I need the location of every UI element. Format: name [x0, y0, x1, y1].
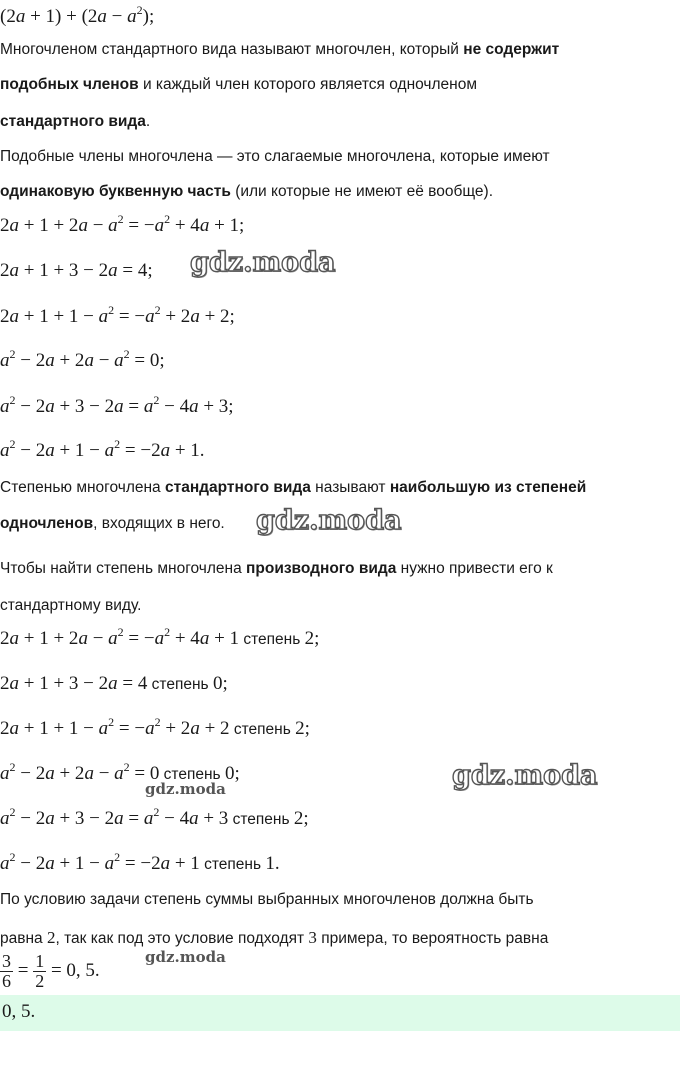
text: Подобные члены многочлена — это слагаемые многочлена, которые имеют [0, 148, 550, 165]
bold-term: одночленов [0, 515, 94, 532]
watermark-logo: gdz.moda [190, 247, 336, 278]
sum-1: $2a + 1 + 2a - a^2 = -a^2 + 4a + 1$; [0, 212, 245, 236]
fraction-1-2 [33, 952, 46, 991]
bold-term: не содержит [463, 41, 560, 58]
conclusion-line2 [0, 926, 548, 950]
degree-label: степень [239, 631, 305, 648]
watermark-logo: gdz.moda [256, 505, 402, 536]
text: , входящих в него. [93, 515, 225, 532]
watermark-logo: gdz.moda [145, 780, 226, 798]
degree-value: 1. [265, 853, 280, 874]
bold-term: производного вида [246, 560, 397, 577]
text: стандартному виду. [0, 597, 142, 614]
text: нужно привести его к [396, 560, 553, 577]
definition-standard-line1 [0, 40, 559, 60]
watermark-logo: gdz.moda [145, 948, 226, 966]
answer-value: 0, 5. [2, 1001, 36, 1022]
text: Чтобы найти степень многочлена [0, 560, 247, 577]
bold-term: стандартного вида [0, 113, 146, 130]
degree-value: 2; [295, 718, 310, 739]
text: примера, то вероятность равна [316, 930, 549, 947]
fraction-3-6 [0, 952, 13, 991]
text: . [145, 113, 151, 130]
equals: = [13, 960, 34, 981]
degree-label: степень [199, 856, 266, 873]
degree-label: степень [228, 811, 294, 828]
denominator: 2 [35, 971, 45, 991]
degree-value: 2; [293, 808, 309, 829]
sum-2: 2a + 1 + 3 − 2a = 4; [0, 260, 153, 281]
numerator: 3 [2, 951, 11, 971]
definition-standard-line2 [0, 75, 477, 95]
degree-method-line2 [0, 596, 141, 616]
degree-method-line1 [0, 559, 553, 579]
text: Степенью многочлена [0, 479, 165, 496]
degree-5: $a^2 - 2a + 3 - 2a = a^2 - 4a + 3$ степень 2; [0, 805, 309, 829]
text: равна [0, 930, 47, 947]
probability-calculation [0, 952, 100, 991]
watermark-logo: gdz.moda [452, 760, 598, 791]
text: Многочленом стандартного вида называют многочлен, который [0, 41, 464, 58]
number: 2 [46, 928, 56, 947]
definition-similar-line1 [0, 147, 550, 167]
degree-2: 2a + 1 + 3 − 2a = 4 степень 0; [0, 673, 228, 694]
top-expression: $(2a + 1) + (2a - a^2)$; [0, 3, 155, 27]
degree-6: $a^2 - 2a + 1 - a^2 = -2a + 1$ степень 1. [0, 850, 280, 874]
conclusion-line1 [0, 890, 534, 910]
text: , так как под это условие подходят [55, 930, 309, 947]
number: 3 [308, 928, 317, 947]
definition-degree-line1 [0, 478, 586, 498]
sum-5: $a^2 - 2a + 3 - 2a = a^2 - 4a + 3$; [0, 393, 234, 417]
answer-box [0, 995, 680, 1031]
degree-3: $2a + 1 + 1 - a^2 = -a^2 + 2a + 2$ степень 2; [0, 715, 310, 739]
definition-standard-line3 [0, 112, 150, 132]
denominator: 6 [2, 971, 11, 991]
text: (или которые не имеют её вообще). [230, 183, 493, 200]
text: По условию задачи степень суммы выбранных многочленов должна быть [0, 891, 534, 908]
bold-term: наибольшую из степеней [389, 479, 587, 496]
definition-similar-line2 [0, 182, 493, 202]
text: и каждый член которого является одночленом [138, 76, 477, 93]
degree-4: $a^2 - 2a + 2a - a^2 = 0$ степень 0; [0, 760, 240, 784]
bold-term: подобных членов [0, 76, 139, 93]
degree-value: 0; [212, 673, 228, 694]
sum-3: $2a + 1 + 1 - a^2 = -a^2 + 2a + 2$; [0, 303, 235, 327]
definition-degree-line2 [0, 514, 225, 534]
numerator: 1 [35, 951, 45, 971]
degree-1: $2a + 1 + 2a - a^2 = -a^2 + 4a + 1$ степень 2; [0, 625, 320, 649]
bold-term: одинаковую буквенную часть [0, 183, 231, 200]
result: = 0, 5. [46, 960, 100, 981]
sum-4: $a^2 - 2a + 2a - a^2 = 0$; [0, 347, 165, 371]
degree-label: степень [229, 721, 296, 738]
degree-label: степень [147, 676, 213, 693]
bold-term: стандартного вида [164, 479, 311, 496]
degree-value: 0; [224, 763, 240, 784]
degree-label: степень [159, 766, 225, 783]
degree-value: 2; [304, 628, 320, 649]
sum-6: $a^2 - 2a + 1 - a^2 = -2a + 1$. [0, 437, 205, 461]
text: называют [310, 479, 390, 496]
